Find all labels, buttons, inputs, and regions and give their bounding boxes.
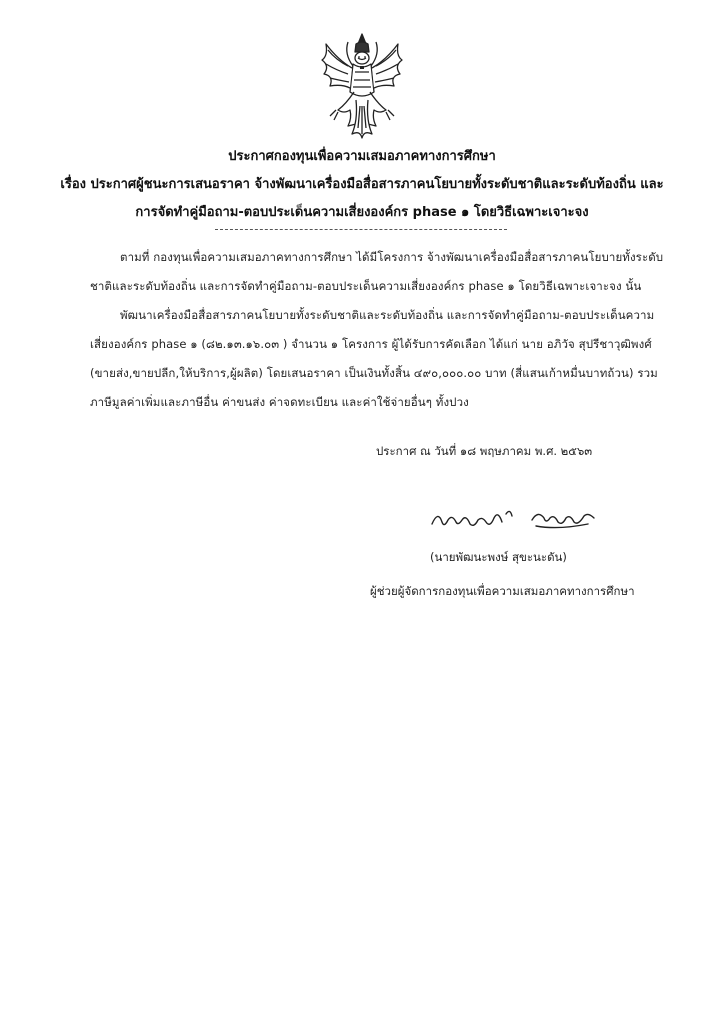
subject-heading-line-1: เรื่อง ประกาศผู้ชนะการเสนอราคา จ้างพัฒนาเครื่องมือสื่อสารภาคนโยบายทั้งระดับชาติและระดับท้องถิ่น และ	[60, 177, 664, 192]
signer-title: ผู้ช่วยผู้จัดการกองทุนเพื่อความเสมอภาคทางการศึกษา	[370, 584, 635, 598]
paragraph-1-line-2: ชาติและระดับท้องถิ่น และการจัดทำคู่มือถาม-ตอบประเด็นความเสี่ยงองค์กร phase ๑ โดยวิธีเฉพาะเจาะจง นั้น	[90, 279, 642, 293]
paragraph-1-line-1: ตามที่ กองทุนเพื่อความเสมอภาคทางการศึกษา ได้มีโครงการ จ้างพัฒนาเครื่องมือสื่อสารภาคนโยบายทั้งระดับ	[120, 250, 664, 264]
heading-divider	[215, 229, 507, 230]
paragraph-2-line-4: ภาษีมูลค่าเพิ่มและภาษีอื่น ค่าขนส่ง ค่าจดทะเบียน และค่าใช้จ่ายอื่นๆ ทั้งปวง	[90, 395, 469, 409]
paragraph-2-line-3: (ขายส่ง,ขายปลีก,ให้บริการ,ผู้ผลิต) โดยเสนอราคา เป็นเงินทั้งสิ้น ๔๙๐,๐๐๐.๐๐ บาท (สี่แสนเก้าหมื่นบาทถ้วน) รวม	[90, 366, 658, 380]
announcement-date: ประกาศ ณ วันที่ ๑๘ พฤษภาคม พ.ศ. ๒๕๖๓	[376, 444, 593, 458]
announcement-org-heading: ประกาศกองทุนเพื่อความเสมอภาคทางการศึกษา	[228, 149, 496, 164]
handwritten-signature	[428, 502, 598, 536]
subject-heading-line-2: การจัดทำคู่มือถาม-ตอบประเด็นความเสี่ยงองค์กร phase ๑ โดยวิธีเฉพาะเจาะจง	[135, 205, 589, 220]
signer-name: (นายพัฒนะพงษ์ สุขะนะดัน)	[430, 550, 567, 564]
paragraph-2-line-2: เสี่ยงองค์กร phase ๑ (๘๒.๑๓.๑๖.๐๓ ) จำนวน ๑ โครงการ ผู้ได้รับการคัดเลือก ได้แก่ นาย อภิวัจ สุปรีชาวุฒิพงศ์	[90, 337, 652, 351]
paragraph-2-line-1: พัฒนาเครื่องมือสื่อสารภาคนโยบายทั้งระดับชาติและระดับท้องถิ่น และการจัดทำคู่มือถาม-ตอบประเด็นความ	[120, 308, 655, 322]
garuda-emblem-icon	[308, 30, 416, 142]
